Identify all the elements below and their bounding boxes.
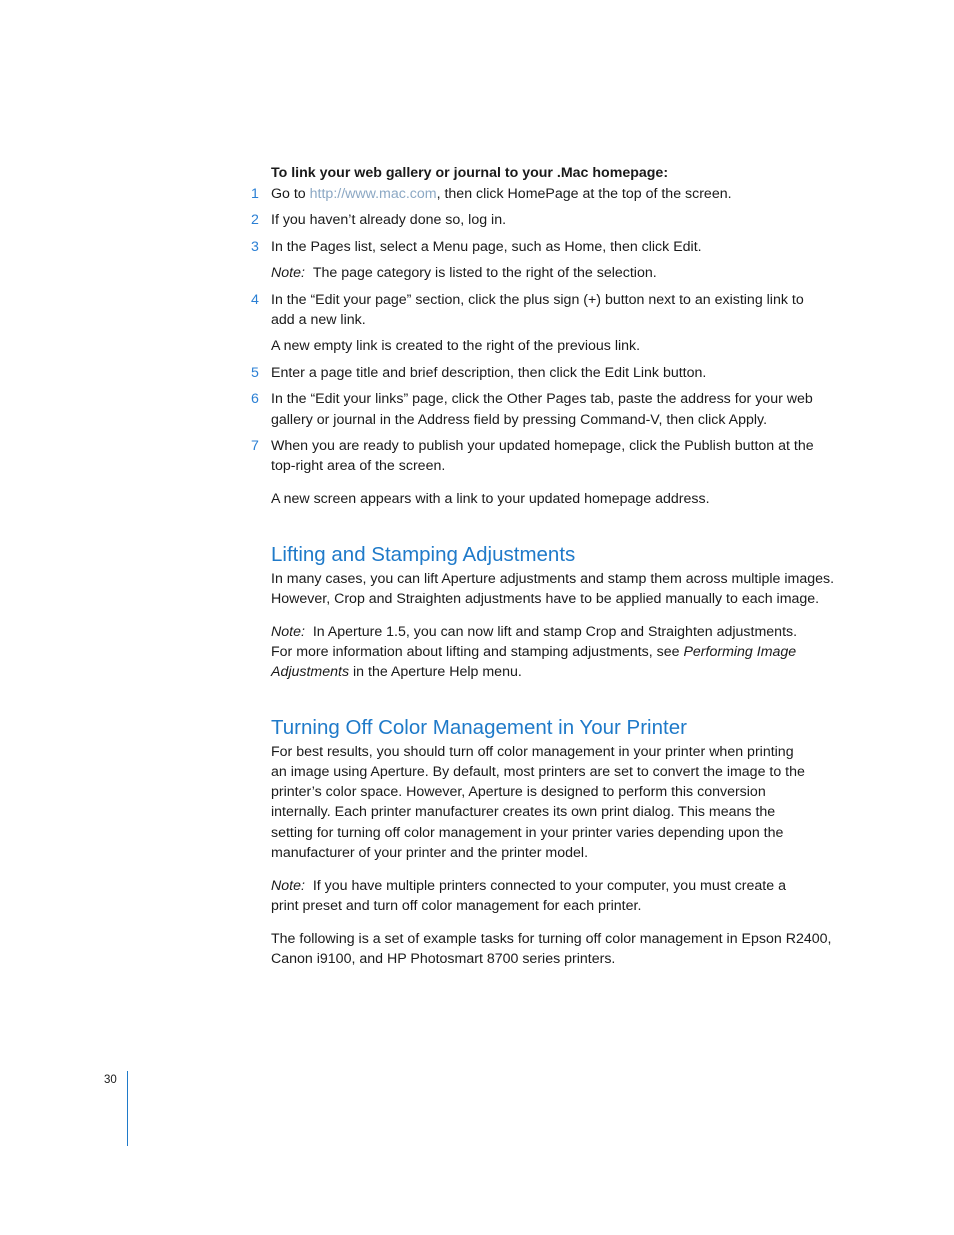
step-text: Enter a page title and brief description, then click the Edit Link button. <box>271 365 707 381</box>
note-line <box>271 622 797 642</box>
step-text: add a new link. <box>271 312 366 328</box>
step-number: 6 <box>251 391 259 407</box>
paragraph-line: Canon i9100, and HP Photosmart 8700 series printers. <box>271 951 616 967</box>
note-text: For more information about lifting and stamping adjustments, see <box>271 644 684 660</box>
step-text: In the “Edit your links” page, click the Other Pages tab, paste the address for your web <box>271 391 813 407</box>
note-line: print preset and turn off color management for each printer. <box>271 898 642 914</box>
section-heading-lifting: Lifting and Stamping Adjustments <box>271 543 576 566</box>
section-heading-color-management: Turning Off Color Management in Your Printer <box>271 716 687 739</box>
paragraph-line: manufacturer of your printer and the printer model. <box>271 845 589 861</box>
step-text: In the Pages list, select a Menu page, such as Home, then click Edit. <box>271 239 702 255</box>
paragraph-line: an image using Aperture. By default, most printers are set to convert the image to the <box>271 764 805 780</box>
step-number: 4 <box>251 292 259 308</box>
step-text: When you are ready to publish your updated homepage, click the Publish button at the <box>271 438 814 454</box>
step-number: 2 <box>251 212 259 228</box>
step-text: top-right area of the screen. <box>271 458 446 474</box>
procedure-result: A new screen appears with a link to your updated homepage address. <box>271 491 710 507</box>
step-number: 5 <box>251 365 259 381</box>
step-text <box>271 184 732 204</box>
step-text: If you haven’t already done so, log in. <box>271 212 507 228</box>
note-label: Note: <box>271 265 305 281</box>
note-label: Note: <box>271 878 305 894</box>
step-number: 7 <box>251 438 259 454</box>
step-result: A new empty link is created to the right of the previous link. <box>271 338 641 354</box>
doc-reference: Adjustments <box>271 664 350 680</box>
step-text: gallery or journal in the Address field by pressing Command-V, then click Apply. <box>271 412 768 428</box>
note-text: The page category is listed to the right of the selection. <box>312 265 657 281</box>
paragraph-line: In many cases, you can lift Aperture adjustments and stamp them across multiple images. <box>271 571 835 587</box>
paragraph-line: internally. Each printer manufacturer creates its own print dialog. This means the <box>271 804 776 820</box>
paragraph-line: setting for turning off color management in your printer varies depending upon the <box>271 825 784 841</box>
paragraph-line: For best results, you should turn off color management in your printer when printing <box>271 744 794 760</box>
note-line <box>271 662 522 682</box>
doc-reference: Performing Image <box>683 644 797 660</box>
step-text: In the “Edit your page” section, click the plus sign (+) button next to an existing link to <box>271 292 804 308</box>
step-text-start: Go to <box>271 186 310 202</box>
procedure-title: To link your web gallery or journal to your .Mac homepage: <box>271 165 669 181</box>
paragraph-line: The following is a set of example tasks for turning off color management in Epson R2400, <box>271 931 832 947</box>
mac-com-link[interactable]: http://www.mac.com <box>309 186 437 202</box>
page-number: 30 <box>104 1074 117 1086</box>
step-text-end: , then click HomePage at the top of the screen. <box>436 186 732 202</box>
footer-rule <box>127 1071 128 1146</box>
paragraph-line: However, Crop and Straighten adjustments have to be applied manually to each image. <box>271 591 820 607</box>
note-label: Note: <box>271 624 305 640</box>
step-number: 3 <box>251 239 259 255</box>
note-text: In Aperture 1.5, you can now lift and stamp Crop and Straighten adjustments. <box>312 624 798 640</box>
step-number: 1 <box>251 186 259 202</box>
note-line <box>271 876 786 896</box>
note-line <box>271 642 796 662</box>
note-text: If you have multiple printers connected to your computer, you must create a <box>312 878 786 894</box>
paragraph-line: printer’s color space. However, Aperture is designed to perform this conversion <box>271 784 766 800</box>
note-text: in the Aperture Help menu. <box>349 664 522 680</box>
step-note <box>271 263 657 283</box>
